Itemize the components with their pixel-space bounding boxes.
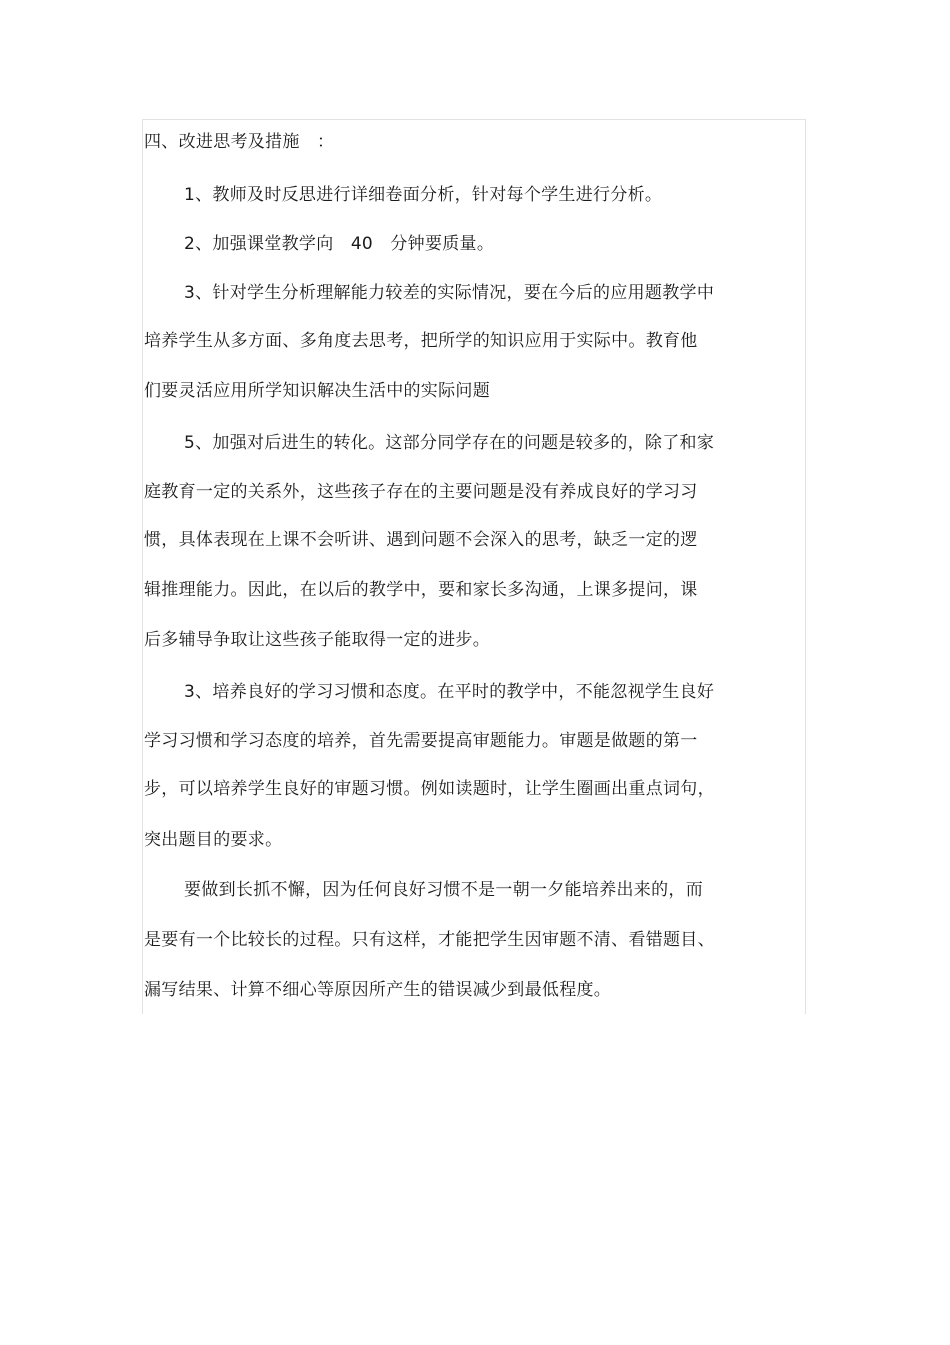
- text-line: 2、加强课堂教学向 40 分钟要质量。: [184, 234, 495, 254]
- text-line: 是要有一个比较长的过程。只有这样，才能把学生因审题不清、看错题目、: [144, 930, 715, 950]
- text-line: 要做到长抓不懈，因为任何良好习惯不是一朝一夕能培养出来的，而: [184, 880, 703, 900]
- text-line: 惯，具体表现在上课不会听讲、遇到问题不会深入的思考，缺乏一定的逻: [144, 530, 698, 550]
- text-line: 漏写结果、计算不细心等原因所产生的错误减少到最低程度。: [144, 980, 612, 1000]
- text-line: 庭教育一定的关系外，这些孩子存在的主要问题是没有养成良好的学习习: [144, 482, 698, 502]
- text-line: 后多辅导争取让这些孩子能取得一定的进步。: [144, 630, 490, 650]
- section-heading: 四、改进思考及措施 ：: [144, 132, 335, 152]
- text-line: 5、加强对后进生的转化。这部分同学存在的问题是较多的，除了和家: [184, 433, 715, 453]
- text-line: 突出题目的要求。: [144, 830, 283, 850]
- text-line: 们要灵活应用所学知识解决生活中的实际问题: [144, 381, 490, 401]
- text-line: 培养学生从多方面、多角度去思考，把所学的知识应用于实际中。教育他: [144, 331, 698, 351]
- text-line: 1、教师及时反思进行详细卷面分析，针对每个学生进行分析。: [184, 185, 663, 205]
- text-line: 学习习惯和学习态度的培养，首先需要提高审题能力。审题是做题的第一: [144, 731, 698, 751]
- text-line: 3、针对学生分析理解能力较差的实际情况，要在今后的应用题教学中: [184, 283, 715, 303]
- text-line: 步，可以培养学生良好的审题习惯。例如读题时，让学生圈画出重点词句，: [144, 779, 715, 799]
- text-line: 辑推理能力。因此，在以后的教学中，要和家长多沟通，上课多提问，课: [144, 580, 698, 600]
- text-line: 3、培养良好的学习习惯和态度。在平时的教学中，不能忽视学生良好: [184, 682, 715, 702]
